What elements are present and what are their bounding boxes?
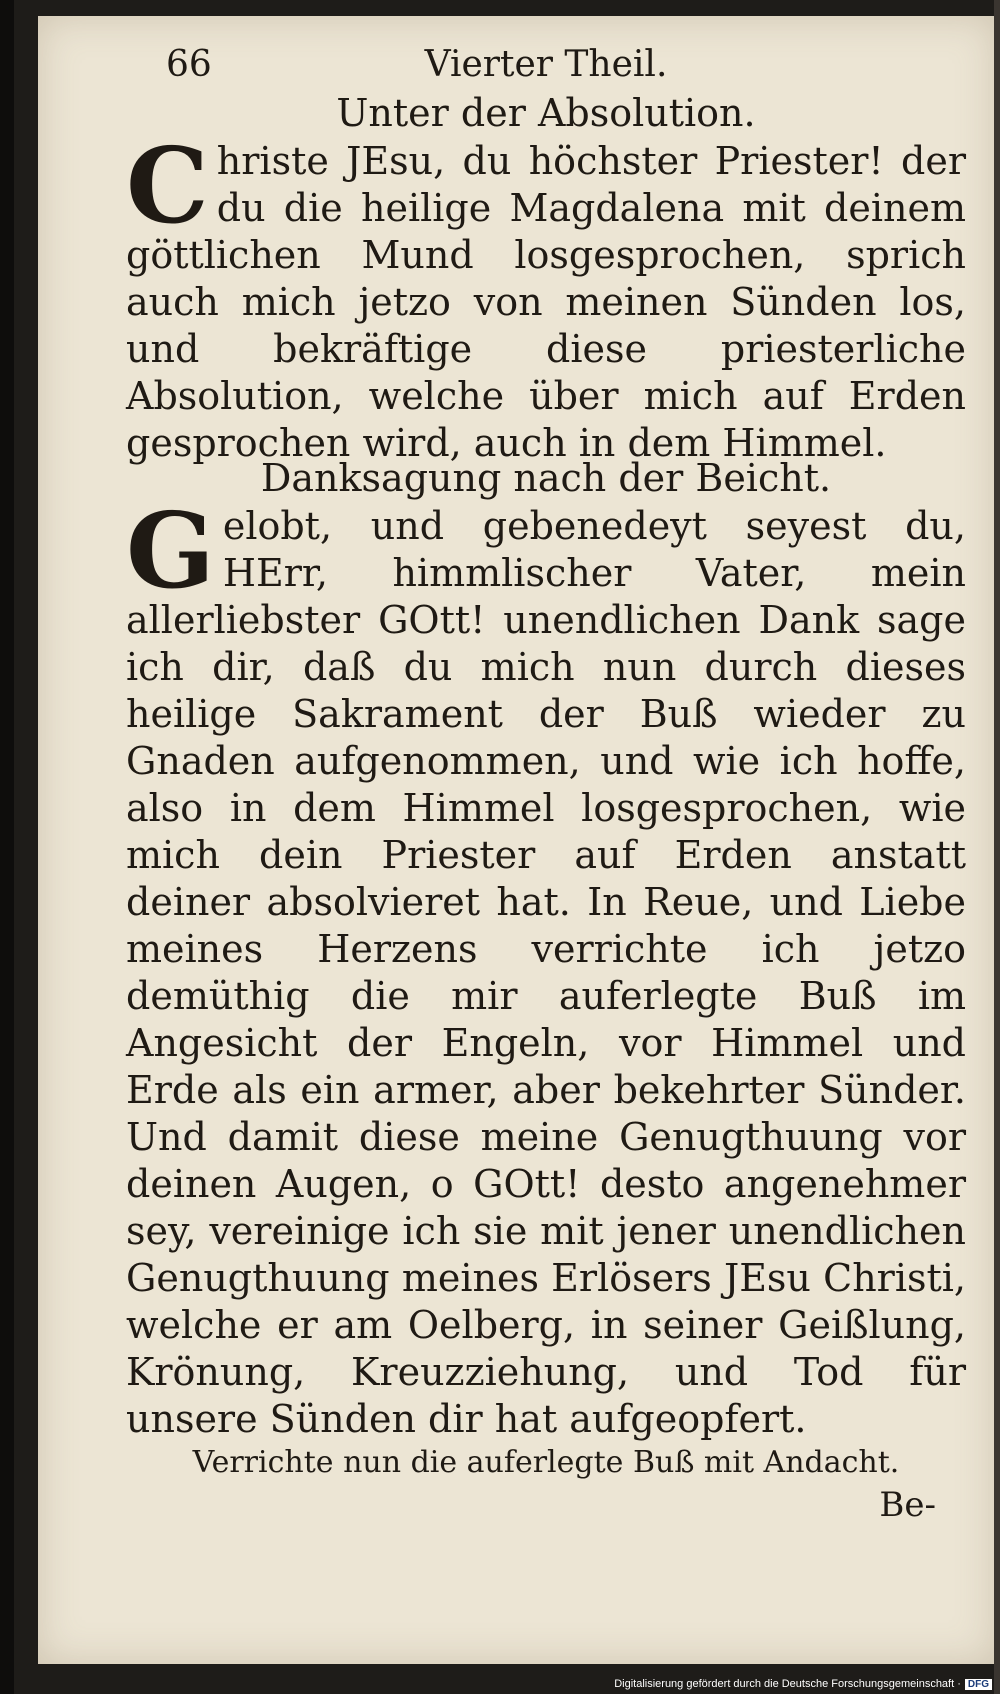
section-heading-absolution: Unter der Absolution. (336, 91, 756, 135)
drop-cap: G (126, 489, 215, 612)
running-title: Vierter Theil. (424, 44, 668, 85)
page-edge (994, 0, 1000, 1694)
paragraph-text: elobt, und gebenedeyt seyest du, HErr, himmlischer Vater, mein allerliebster GOtt! unendlichen Dank sage ich dir, daß du mich nun durch dieses heilige Sakrament der Buß wieder zu Gnaden aufgenommen, und wie ich hoffe, also in dem Himmel losgesprochen, wie mich dein Priester auf Erden anstatt deiner absolvieret hat. In Reue, und Liebe meines Herzens verrichte ich jetzo demüthig die mir auferlegte Buß im Angesicht der Engeln, vor Himmel und Erde als ein armer, aber bekehrter Sünder. Und damit diese meine Genugthuung vor deinen Augen, o GOtt! desto angenehmer sey, vereinige ich sie mit jener unendlichen Genugthuung meines Erlösers JEsu Christi, welche er am Oelberg, in seiner Geißlung, Krönung, Kreuzziehung, und Tod für unsere Sünden dir hat aufgeopfert. (126, 504, 966, 1441)
page-number: 66 (166, 44, 212, 85)
instruction-note: Verrichte nun die auferlegte Buß mit Andacht. (192, 1445, 900, 1480)
paragraph-text: hriste JEsu, du höchster Priester! der du die heilige Magdalena mit deinem göttlichen Mund losgesprochen, sprich auch mich jetzo von meinen Sünden los, und bekräftige diese priesterliche Absolution, welche über mich auf Erden gesprochen wird, auch in dem Himmel. (126, 139, 966, 465)
prayer-paragraph-thanksgiving (126, 489, 966, 1441)
footer-credit: Digitalisierung gefördert durch die Deutsche Forschungsgemeinschaft · (614, 1678, 961, 1690)
book-page (38, 16, 996, 1664)
digitization-footer (614, 1678, 992, 1690)
page-text-block (126, 36, 966, 1525)
catchword: Be- (879, 1485, 936, 1525)
book-spine (0, 0, 14, 1694)
dfg-logo: DFG (965, 1679, 992, 1690)
drop-cap: C (126, 124, 209, 247)
page-header (126, 36, 966, 88)
section-heading-thanksgiving: Danksagung nach der Beicht. (260, 456, 832, 500)
prayer-paragraph-absolution (126, 124, 966, 465)
